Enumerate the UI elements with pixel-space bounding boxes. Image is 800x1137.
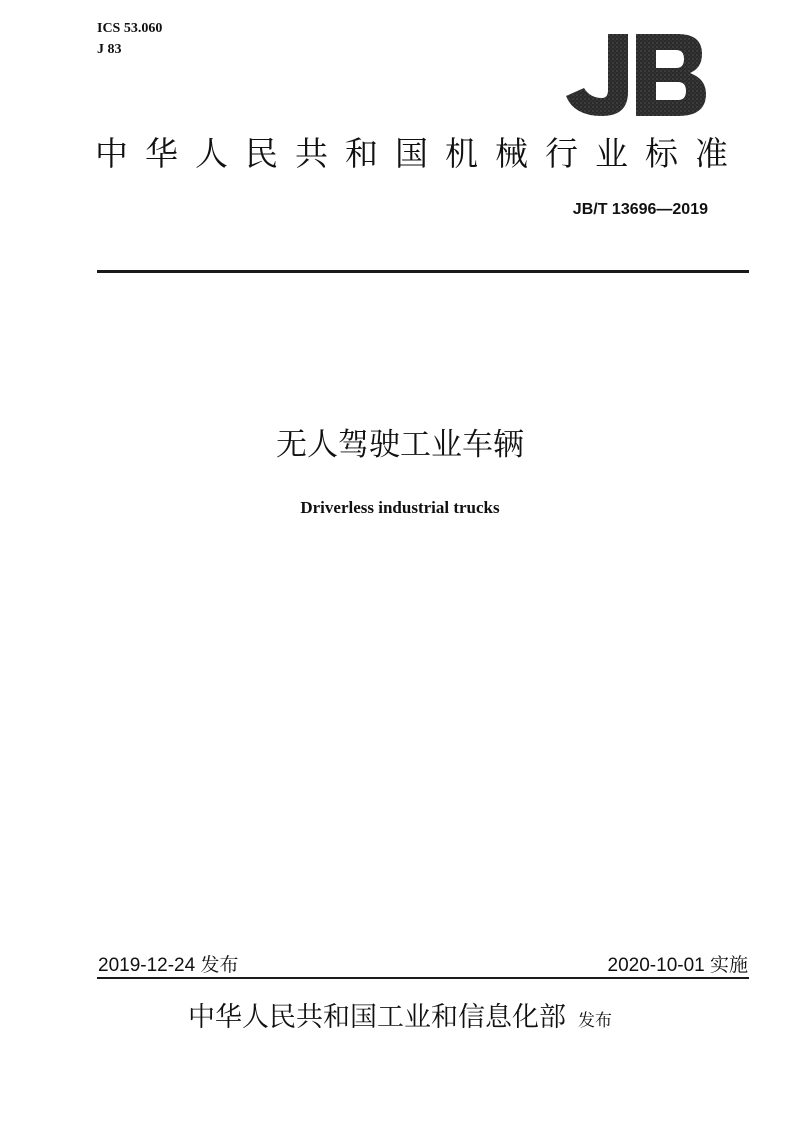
ics-code: ICS 53.060 (97, 21, 163, 36)
standard-category: 中华人民共和国机械行业标准 (95, 134, 745, 173)
publisher (0, 998, 800, 1041)
jb-logo (560, 30, 710, 120)
issue-date: 2019-12-24 发布 (98, 955, 239, 976)
title-chinese: 无人驾驶工业车辆 (276, 427, 524, 463)
logo-text: JB (560, 30, 561, 31)
standard-number: JB/T 13696—2019 (572, 201, 708, 218)
ccs-code: J 83 (97, 42, 122, 57)
bottom-divider (97, 977, 749, 979)
publisher-suffix: 发布 (578, 1011, 612, 1031)
title-english: Driverless industrial trucks (300, 498, 500, 517)
top-divider (97, 270, 749, 273)
publisher-name: 中华人民共和国工业和信息化部 (188, 1002, 566, 1033)
implementation-date: 2020-10-01 实施 (607, 955, 748, 976)
